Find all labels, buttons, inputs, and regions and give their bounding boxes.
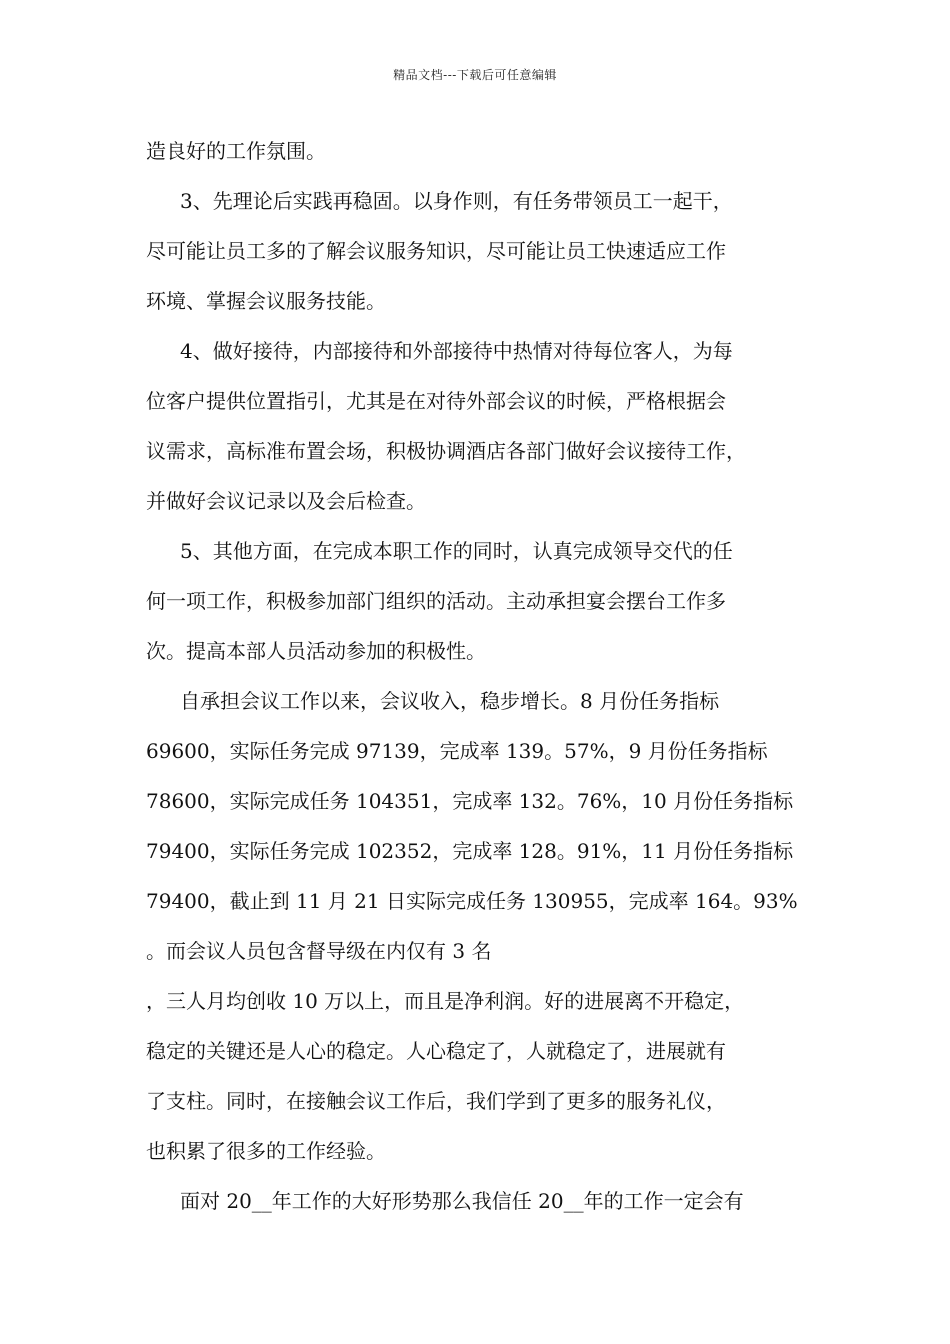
- text-line: 79400，截止到 11 月 21 日实际完成任务 130955，完成率 164。93%: [146, 889, 798, 913]
- page-header: 精品文档---下载后可任意编辑: [393, 68, 557, 82]
- text-line: 69600，实际任务完成 97139，完成率 139。57%，9 月份任务指标: [146, 739, 768, 763]
- text-line: 3、先理论后实践再稳固。以身作则，有任务带领员工一起干，: [180, 189, 733, 213]
- text-line: 何一项工作，积极参加部门组织的活动。主动承担宴会摆台工作多: [146, 589, 726, 613]
- text-line: 稳定的关键还是人心的稳定。人心稳定了，人就稳定了，进展就有: [146, 1039, 726, 1063]
- text-line: 位客户提供位置指引，尤其是在对待外部会议的时候，严格根据会: [146, 389, 726, 413]
- text-line: 自承担会议工作以来，会议收入，稳步增长。8 月份任务指标: [180, 689, 720, 713]
- text-line: 面对 20__年工作的大好形势那么我信任 20__年的工作一定会有: [180, 1189, 744, 1213]
- body-text: [146, 126, 826, 1226]
- text-line: 尽可能让员工多的了解会议服务知识，尽可能让员工快速适应工作: [146, 239, 726, 263]
- text-line: 议需求，高标准布置会场，积极协调酒店各部门做好会议接待工作，: [146, 439, 746, 463]
- text-line: 79400，实际任务完成 102352，完成率 128。91%，11 月份任务指标: [146, 839, 794, 863]
- text-line: 环境、掌握会议服务技能。: [146, 289, 386, 313]
- text-line: 5、其他方面，在完成本职工作的同时，认真完成领导交代的任: [180, 539, 733, 563]
- text-line: 造良好的工作氛围。: [146, 139, 326, 163]
- text-line: 并做好会议记录以及会后检查。: [146, 489, 426, 513]
- text-line: 也积累了很多的工作经验。: [146, 1139, 386, 1163]
- text-line: ，三人月均创收 10 万以上，而且是净利润。好的进展离不开稳定，: [146, 989, 745, 1013]
- text-line: 了支柱。同时，在接触会议工作后，我们学到了更多的服务礼仪，: [146, 1089, 726, 1113]
- text-line: 次。提高本部人员活动参加的积极性。: [146, 639, 486, 663]
- text-line: 。而会议人员包含督导级在内仅有 3 名: [146, 939, 492, 963]
- text-line: 4、做好接待，内部接待和外部接待中热情对待每位客人，为每: [180, 339, 733, 363]
- text-line: 78600，实际完成任务 104351，完成率 132。76%，10 月份任务指标: [146, 789, 794, 813]
